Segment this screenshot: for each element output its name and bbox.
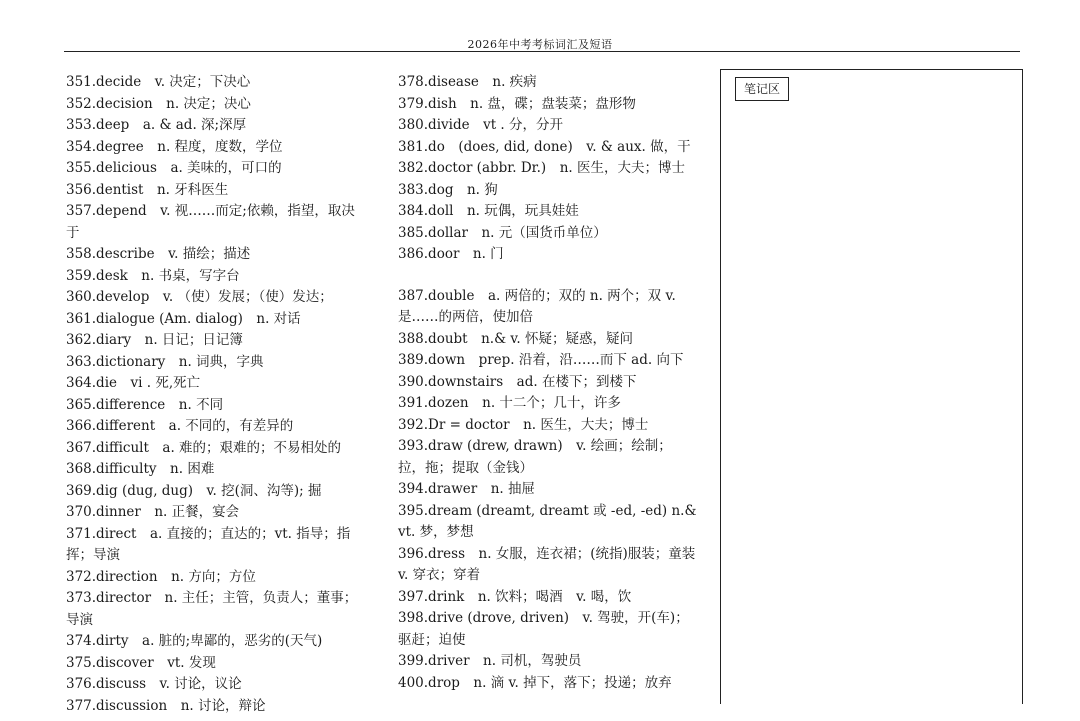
vocab-entry: 377.discussion n. 讨论，辩论: [66, 697, 266, 714]
vocab-entry: 370.dinner n. 正餐，宴会: [66, 504, 240, 520]
vocab-entry: 359.desk n. 书桌，写字台: [66, 267, 240, 284]
vocab-entry: 353.deep a. & ad. 深;深厚: [66, 117, 247, 133]
vocab-entry: 392.Dr = doctor n. 医生，大夫；博士: [398, 416, 649, 433]
vocab-entry: 388.doubt n.& v. 怀疑；疑惑，疑问: [398, 330, 633, 347]
vocab-entry: 381.do (does, did, done) v. & aux. 做，干: [398, 138, 691, 155]
page-header: 2026年中考考标词汇及短语: [467, 38, 613, 51]
vocab-entry: 375.discover vt. 发现: [66, 654, 216, 671]
vocab-entry: 379.dish n. 盘，碟；盘装菜；盘形物: [398, 95, 636, 112]
vocab-entry: 366.different a. 不同的，有差异的: [66, 418, 294, 434]
vocab-entry: 389.down prep. 沿着，沿……而下 ad. 向下: [398, 352, 684, 368]
vocab-entry: 373.director n. 主任；主管，负责人；董事；导演: [66, 590, 358, 628]
vocab-entry: 383.dog n. 狗: [398, 181, 498, 198]
vocab-entry: 363.dictionary n. 词典，字典: [66, 353, 264, 370]
vocab-entry: 393.draw (drew, drawn) v. 绘画；绘制；拉，拖；提取（金钱）: [398, 438, 672, 476]
header-rule: [64, 51, 1020, 52]
vocab-entry: 368.difficulty n. 困难: [66, 461, 215, 477]
vocab-entry: 372.direction n. 方向；方位: [66, 568, 256, 585]
vocab-entry: 354.degree n. 程度，度数，学位: [66, 138, 283, 155]
notes-area[interactable]: [720, 69, 1023, 704]
vocab-entry: 374.dirty a. 脏的;卑鄙的，恶劣的(天气): [66, 633, 323, 649]
vocab-entry: 385.dollar n. 元（国货币单位）: [398, 224, 607, 241]
vocab-entry: 351.decide v. 决定；下决心: [66, 74, 251, 90]
vocab-entry: 399.driver n. 司机，驾驶员: [398, 653, 582, 669]
vocab-entry: 356.dentist n. 牙科医生: [66, 181, 229, 198]
vocab-entry: 367.difficult a. 难的；艰难的；不易相处的: [66, 439, 342, 456]
vocab-column-left: [66, 72, 366, 717]
vocab-entry: 395.dream (dreamt, dreamt 或 -ed, -ed) n.& vt. 梦，梦想: [398, 502, 697, 540]
vocab-entry: 371.direct a. 直接的；直达的；vt. 指导；指挥；导演: [66, 525, 351, 563]
vocab-entry: 369.dig (dug, dug) v. 挖(洞、沟等); 掘: [66, 482, 322, 499]
vocab-column-middle: [398, 72, 698, 694]
vocab-entry: 380.divide vt . 分，分开: [398, 117, 564, 133]
notes-label: 笔记区: [735, 77, 789, 101]
vocab-entry: 400.drop n. 滴 v. 掉下，落下；投递；放弃: [398, 674, 672, 691]
vocab-entry: 396.dress n. 女服，连衣裙；(统指)服装；童装 v. 穿衣；穿着: [398, 545, 696, 583]
vocab-entry: 391.dozen n. 十二个；几十，许多: [398, 395, 621, 411]
vocab-entry: 355.delicious a. 美味的，可口的: [66, 160, 282, 176]
vocab-entry: 361.dialogue (Am. dialog) n. 对话: [66, 310, 301, 327]
vocab-entry: 357.depend v. 视……而定;依赖，指望，取决于: [66, 203, 355, 241]
vocab-entry: 397.drink n. 饮料；喝酒 v. 喝，饮: [398, 588, 632, 605]
vocab-entry: 365.difference n. 不同: [66, 396, 224, 413]
vocab-entry: 398.drive (drove, driven) v. 驾驶，开(车)；驱赶；迫使: [398, 610, 689, 648]
vocab-entry: 360.develop v. （使）发展；（使）发达；: [66, 289, 333, 305]
vocab-entry: 384.doll n. 玩偶，玩具娃娃: [398, 203, 579, 219]
vocab-entry: 394.drawer n. 抽屉: [398, 481, 535, 497]
vocab-entry: 362.diary n. 日记；日记簿: [66, 332, 243, 348]
vocab-entry: 376.discuss v. 讨论，议论: [66, 676, 242, 692]
vocab-entry: 386.door n. 门: [398, 246, 504, 262]
vocab-entry: 358.describe v. 描绘；描述: [66, 246, 251, 262]
vocab-entry: 364.die vi . 死,死亡: [66, 375, 201, 391]
vocab-entry: 352.decision n. 决定；决心: [66, 95, 251, 112]
vocab-entry: 382.doctor (abbr. Dr.) n. 医生，大夫；博士: [398, 160, 685, 176]
vocab-entry: 387.double a. 两倍的；双的 n. 两个；双 v. 是……的两倍，使加倍: [398, 287, 676, 325]
vocab-entry: 390.downstairs ad. 在楼下；到楼下: [398, 373, 637, 390]
vocab-entry: 378.disease n. 疾病: [398, 74, 537, 90]
